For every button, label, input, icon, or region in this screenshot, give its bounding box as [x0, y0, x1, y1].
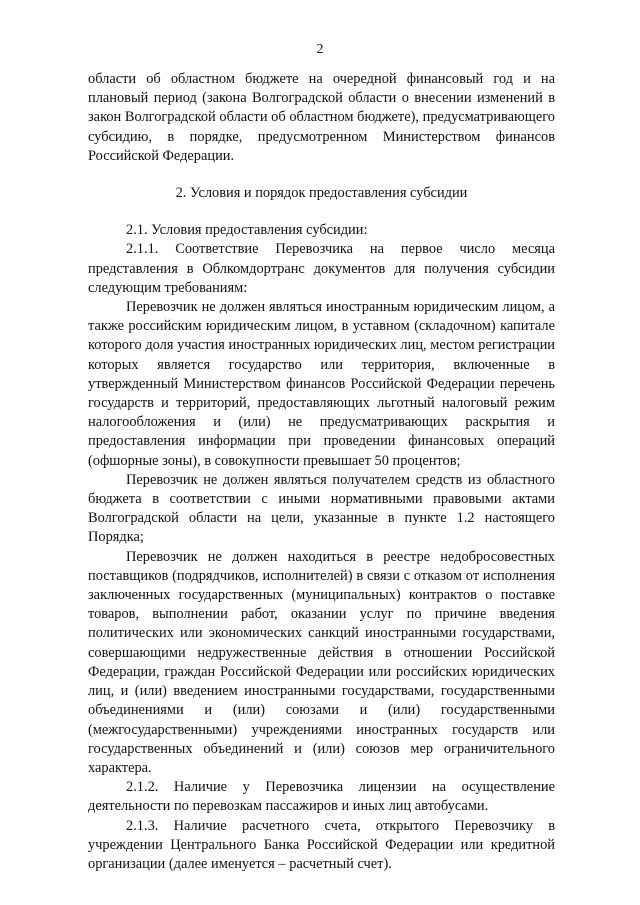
paragraph-requirement-budget-funds: Перевозчик не должен являться получателем средств из областного бюджета в соответствии с иными нормативными правовыми актами Волгоградской области на цели, указанные в пункте 1.2 настоящего Порядка; [88, 471, 555, 546]
document-body [88, 70, 555, 874]
paragraph-2-1-3: 2.1.3. Наличие расчетного счета, открытого Перевозчику в учреждении Центрального Банка Российской Федерации или кредитной организации (далее именуется – расчетный счет). [88, 817, 555, 872]
section-heading: 2. Условия и порядок предоставления субсидии [175, 185, 468, 202]
paragraph-2-1: 2.1. Условия предоставления субсидии: [126, 222, 368, 239]
paragraph-2-1-1: 2.1.1. Соответствие Перевозчика на первое число месяца представления в Облкомдортранс документов для получения субсидии следующим требованиям: [88, 241, 555, 296]
page-number: 2 [316, 42, 324, 57]
paragraph-2-1-2: 2.1.2. Наличие у Перевозчика лицензии на осуществление деятельности по перевозкам пассажиров и иных лиц автобусами. [88, 779, 555, 815]
paragraph-requirement-registry: Перевозчик не должен находиться в реестре недобросовестных поставщиков (подрядчиков, исполнителей) в связи с отказом от исполнения заключенных государственных (муниципальных) контрактов о поставке товаров, выполнении работ, оказании услуг по причине введения политических или экономических санкций иностранными государствами, совершающими недружественные действия в отношении Российской Федерации, граждан Российской Федерации или российских юридических лиц, и (или) введением иностранными государствами, государственными объединениями и (или) союзами и (или) государственными (межгосударственными) учреждениями иностранных государств или государственных объединений и (или) союзов мер ограничительного характера. [88, 548, 555, 776]
paragraph-budget-law-continuation: области об областном бюджете на очередной финансовый год и на плановый период (закона Волгоградской области о внесении изменений в закон Волгоградской области об областном бюджете), предусматривающего субсидию, в порядке, предусмотренном Министерством финансов Российской Федерации. [88, 71, 555, 164]
paragraph-requirement-foreign-entity: Перевозчик не должен являться иностранным юридическим лицом, а также российским юридическим лицом, в уставном (складочном) капитале которого доля участия иностранных юридических лиц, местом регистрации которых является государство или территория, включенные в утвержденный Министерством финансов Российской Федерации перечень государств и территорий, предоставляющих льготный налоговый режим налогообложения и (или) не предусматривающих раскрытия и предоставления информации при проведении финансовых операций (офшорные зоны), в совокупности превышает 50 процентов; [88, 299, 555, 469]
